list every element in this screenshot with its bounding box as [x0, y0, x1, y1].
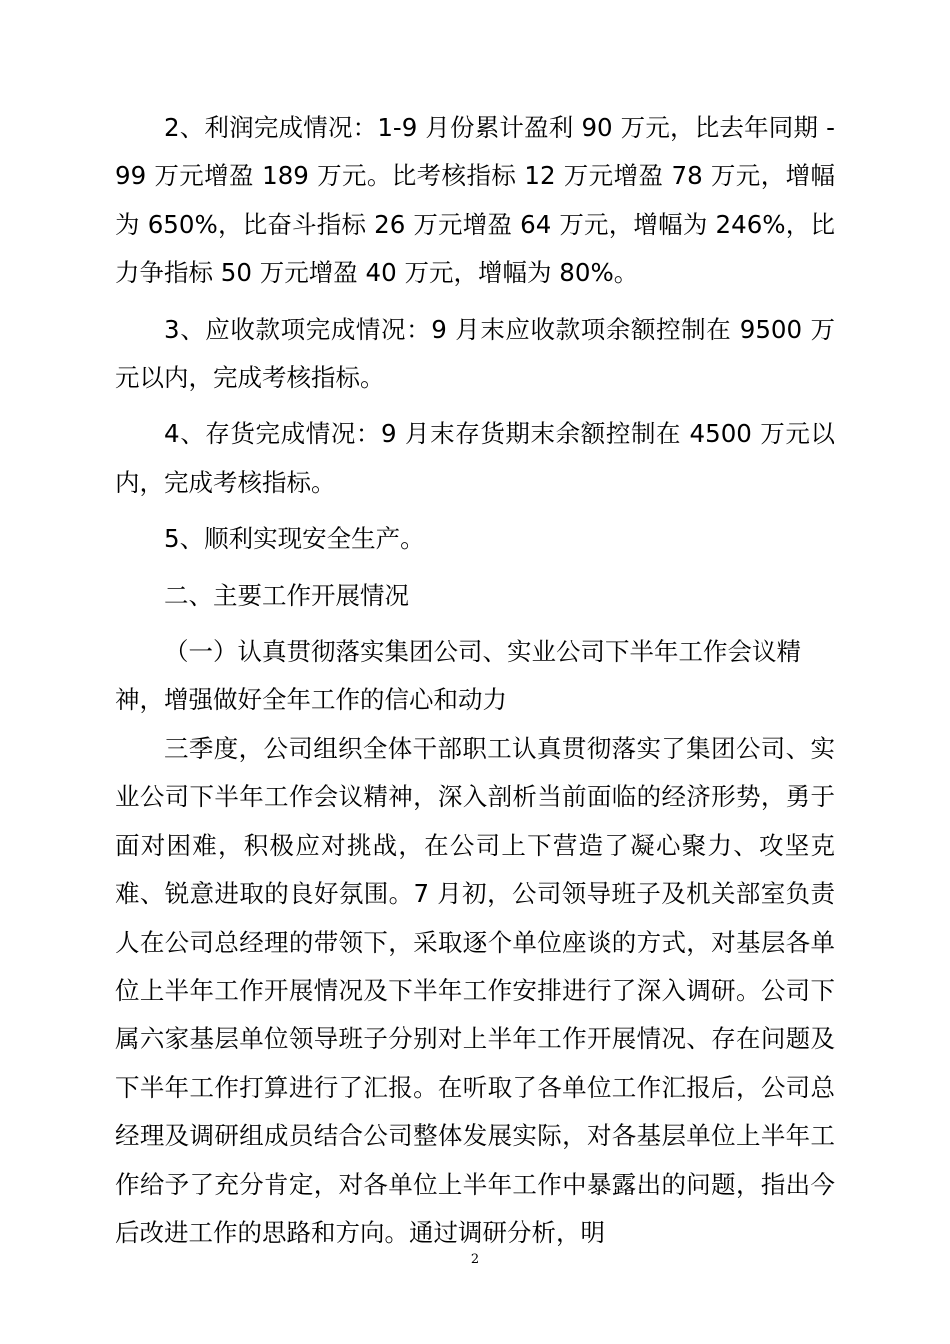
receivables-paragraph: 3、应收款项完成情况：9 月末应收款项余额控制在 9500 万元以内，完成考核指标。	[115, 314, 835, 393]
page-number: 2	[470, 1252, 480, 1267]
subsection-heading: （一）认真贯彻落实集团公司、实业公司下半年工作会议精神，增强做好全年工作的信心和动力	[115, 637, 801, 715]
document-body	[115, 104, 835, 1257]
section-heading: 二、主要工作开展情况	[164, 580, 409, 610]
inventory-paragraph: 4、存货完成情况：9 月末存货期末余额控制在 4500 万元以内，完成考核指标。	[115, 419, 835, 497]
body-paragraph: 三季度，公司组织全体干部职工认真贯彻落实了集团公司、实业公司下半年工作会议精神，深入剖析当前面临的经济形势，勇于面对困难，积极应对挑战，在公司上下营造了凝心聚力、攻坚克难、锐意进取的良好氛围。7 月初，公司领导班子及机关部室负责人在公司总经理的带领下，采取逐个单位座谈的方式，对基层各单位上半年工作开展情况及下半年工作安排进行了深入调研。公司下属六家基层单位领导班子分别对上半年工作开展情况、存在问题及下半年工作打算进行了汇报。在听取了各单位工作汇报后，公司总经理及调研组成员结合公司整体发展实际，对各基层单位上半年工作给予了充分肯定，对各单位上半年工作中暴露出的问题，指出今后改进工作的思路和方向。通过调研分析，明	[115, 733, 835, 1247]
profit-paragraph: 2、利润完成情况：1-9 月份累计盈利 90 万元，比去年同期 -99 万元增盈 189 万元。比考核指标 12 万元增盈 78 万元，增幅为 650%，比奋斗指标 26 万元增盈 64 万元，增幅为 246%，比力争指标 50 万元增盈 40 万元，增幅为 80%。	[115, 113, 835, 288]
safety-paragraph: 5、顺利实现安全生产。	[164, 524, 425, 554]
